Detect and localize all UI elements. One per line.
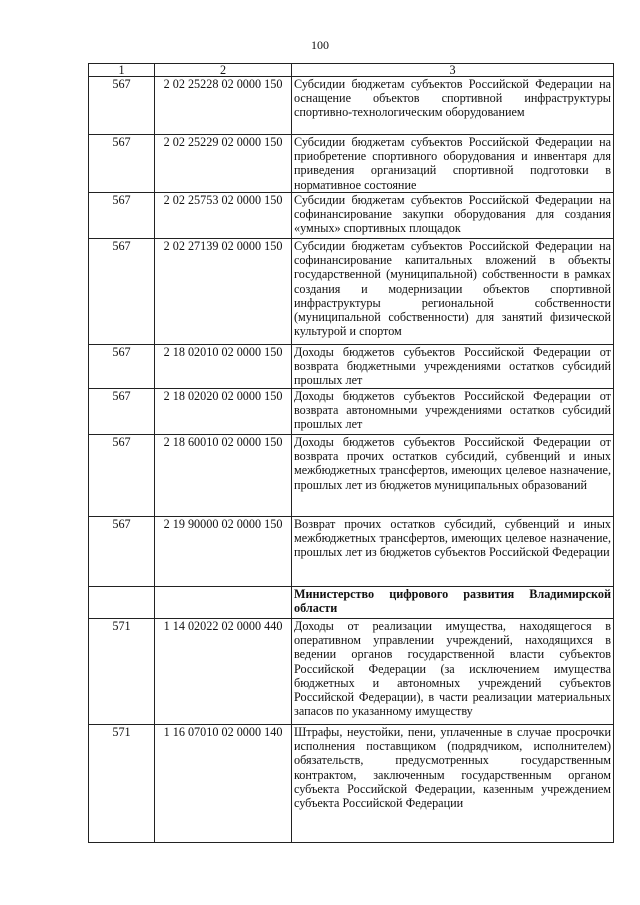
kbk-cell: 2 02 25228 02 0000 150	[155, 77, 292, 135]
admin-code-cell: 567	[89, 239, 155, 345]
table-row	[89, 435, 614, 517]
admin-code-cell: 567	[89, 135, 155, 193]
kbk-cell: 2 18 02020 02 0000 150	[155, 389, 292, 435]
description-cell: Доходы бюджетов субъектов Российской Федерации от возврата автономными учреждениями остатков субсидий прошлых лет	[292, 389, 614, 435]
admin-code-cell: 567	[89, 345, 155, 389]
admin-code-cell	[89, 587, 155, 619]
table-row	[89, 77, 614, 135]
admin-code-cell: 567	[89, 77, 155, 135]
kbk-cell: 2 02 25753 02 0000 150	[155, 193, 292, 239]
kbk-cell: 1 16 07010 02 0000 140	[155, 725, 292, 843]
page-number: 100	[311, 38, 329, 52]
description-cell: Доходы от реализации имущества, находящегося в оперативном управлении учреждений, находящихся в ведении органов государственной власти субъектов Российской Федерации (за исключением имущества бюджетных и автономных учреждений субъектов Российской Федерации), в части реализации материальных запасов по указанному имуществу	[292, 619, 614, 725]
description-cell: Субсидии бюджетам субъектов Российской Федерации на оснащение объектов спортивной инфраструктуры спортивно-технологическим оборудованием	[292, 77, 614, 135]
description-cell: Штрафы, неустойки, пени, уплаченные в случае просрочки исполнения поставщиком (подрядчиком, исполнителем) обязательств, предусмотренных государственным контрактом, заключенным государственным органом субъекта Российской Федерации, казенным учреждением субъекта Российской Федерации	[292, 725, 614, 843]
description-cell: Возврат прочих остатков субсидий, субвенций и иных межбюджетных трансфертов, имеющих целевое назначение, прошлых лет из бюджетов субъектов Российской Федерации	[292, 517, 614, 587]
admin-code-cell: 567	[89, 193, 155, 239]
admin-code-cell: 567	[89, 517, 155, 587]
table-row	[89, 619, 614, 725]
section-heading: Министерство цифрового развития Владимирской области	[292, 587, 614, 619]
admin-code-cell: 571	[89, 619, 155, 725]
table-row	[89, 239, 614, 345]
table-row	[89, 725, 614, 843]
kbk-cell: 2 18 02010 02 0000 150	[155, 345, 292, 389]
table-row	[89, 517, 614, 587]
kbk-cell: 1 14 02022 02 0000 440	[155, 619, 292, 725]
description-cell: Субсидии бюджетам субъектов Российской Федерации на софинансирование закупки оборудования для создания «умных» спортивных площадок	[292, 193, 614, 239]
table-header-row	[89, 64, 614, 77]
admin-code-cell: 571	[89, 725, 155, 843]
description-cell: Субсидии бюджетам субъектов Российской Федерации на приобретение спортивного оборудования и инвентаря для приведения организаций спортивной подготовки в нормативное состояние	[292, 135, 614, 193]
column-header: 3	[292, 64, 614, 77]
admin-code-cell: 567	[89, 389, 155, 435]
table-row	[89, 389, 614, 435]
kbk-cell	[155, 587, 292, 619]
table-row	[89, 135, 614, 193]
section-heading-row	[89, 587, 614, 619]
revenue-codes-table	[88, 63, 614, 843]
description-cell: Субсидии бюджетам субъектов Российской Федерации на софинансирование капитальных вложений в объекты государственной (муниципальной) собственности в рамках создания и модернизации объектов спортивной инфраструктуры региональной собственности (муниципальной собственности) для занятий физической культурой и спортом	[292, 239, 614, 345]
kbk-cell: 2 18 60010 02 0000 150	[155, 435, 292, 517]
admin-code-cell: 567	[89, 435, 155, 517]
kbk-cell: 2 02 25229 02 0000 150	[155, 135, 292, 193]
kbk-cell: 2 19 90000 02 0000 150	[155, 517, 292, 587]
table-row	[89, 193, 614, 239]
description-cell: Доходы бюджетов субъектов Российской Федерации от возврата прочих остатков субсидий, субвенций и иных межбюджетных трансфертов, имеющих целевое назначение, прошлых лет из бюджетов муниципальных образований	[292, 435, 614, 517]
table-row	[89, 345, 614, 389]
column-header: 2	[155, 64, 292, 77]
column-header: 1	[89, 64, 155, 77]
description-cell: Доходы бюджетов субъектов Российской Федерации от возврата бюджетными учреждениями остатков субсидий прошлых лет	[292, 345, 614, 389]
kbk-cell: 2 02 27139 02 0000 150	[155, 239, 292, 345]
